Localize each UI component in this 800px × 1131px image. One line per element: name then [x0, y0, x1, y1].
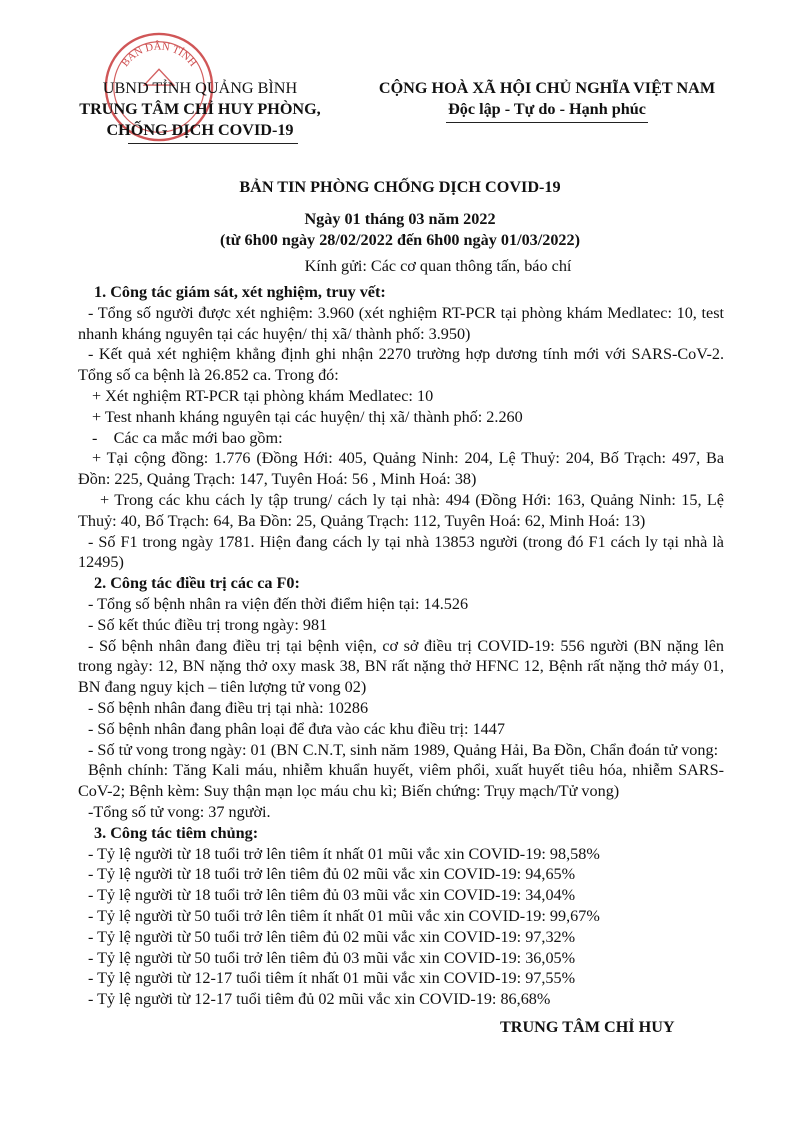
bulletin-date: Ngày 01 tháng 03 năm 2022: [304, 210, 496, 228]
national-motto-block: [362, 78, 732, 120]
section-1-para: - Số F1 trong ngày 1781. Hiện đang cách ly tại nhà 13853 người (trong đó F1 cách ly tại nhà là 12495): [78, 532, 724, 572]
section-1-para: - Tổng số người được xét nghiệm: 3.960 (xét nghiệm RT-PCR tại phòng khám Medlatec: 10, test nhanh kháng nguyên tại các huyện/ thị xã/ thành phố: 3.950): [78, 303, 724, 343]
vaccination-rate-item: - Tỷ lệ người từ 18 tuổi trở lên tiêm ít nhất 01 mũi vắc xin COVID-19: 98,58%: [88, 844, 600, 863]
section-1-para: + Xét nghiệm RT-PCR tại phòng khám Medlatec: 10: [92, 386, 434, 405]
issuer-block: [60, 78, 340, 141]
section-1-para: + Tại cộng đồng: 1.776 (Đồng Hới: 405, Quảng Ninh: 204, Lệ Thuỷ: 204, Bố Trạch: 497, Ba Đồn: 225, Quảng Trạch: 147, Tuyên Hoá: 56 , Minh Hoá: 38): [78, 449, 724, 489]
section-2-para: - Tổng số bệnh nhân ra viện đến thời điểm hiện tại: 14.526: [88, 594, 469, 613]
section-1-para: - Các ca mắc mới bao gồm:: [92, 428, 283, 447]
section-2-para: - Số bệnh nhân đang điều trị tại bệnh viện, cơ sở điều trị COVID-19: 556 người (BN nặng lên trong ngày: 12, BN nặng thở oxy mask 38, BN rất nặng thở HFNC 12, Bệnh rất nặng thở máy 01, BN đang nguy kịch – tiên lượng tử vong 02): [78, 636, 724, 697]
motto-underline: [446, 122, 648, 123]
section-3-heading: 3. Công tác tiêm chủng:: [94, 823, 259, 842]
section-1-para: + Test nhanh kháng nguyên tại các huyện/ thị xã/ thành phố: 2.260: [92, 407, 523, 426]
country-name: CỘNG HOÀ XÃ HỘI CHỦ NGHĨA VIỆT NAM: [378, 79, 716, 97]
section-1-para: - Kết quả xét nghiệm khẳng định ghi nhận 2270 trường hợp dương tính mới với SARS-CoV-2. Tổng số ca bệnh là 26.852 ca. Trong đó:: [78, 345, 724, 385]
vaccination-rate-item: - Tỷ lệ người từ 50 tuổi trở lên tiêm đủ 02 mũi vắc xin COVID-19: 97,32%: [88, 927, 576, 946]
section-2-para: - Số bệnh nhân đang phân loại để đưa vào các khu điều trị: 1447: [88, 719, 505, 738]
vaccination-rate-item: - Tỷ lệ người từ 18 tuổi trở lên tiêm đủ 02 mũi vắc xin COVID-19: 94,65%: [88, 865, 576, 884]
bulletin-body: [78, 282, 724, 1010]
section-2-para: Bệnh chính: Tăng Kali máu, nhiễm khuẩn huyết, viêm phổi, xuất huyết tiêu hóa, nhiễm SARS-CoV-2; Bệnh kèm: Suy thận mạn lọc máu chu kì; Biến chứng: Trụy mạch/Tử vong): [78, 761, 724, 801]
bulletin-title: BẢN TIN PHÒNG CHỐNG DỊCH COVID-19: [239, 178, 561, 196]
section-2-para: - Số bệnh nhân đang điều trị tại nhà: 10286: [88, 698, 369, 717]
issuer-org-line1: TRUNG TÂM CHỈ HUY PHÒNG,: [79, 100, 321, 118]
section-1-heading: 1. Công tác giám sát, xét nghiệm, truy vết:: [94, 283, 386, 301]
bulletin-range: (từ 6h00 ngày 28/02/2022 đến 6h00 ngày 01/03/2022): [219, 231, 581, 249]
section-1-para: + Trong các khu cách ly tập trung/ cách ly tại nhà: 494 (Đồng Hới: 163, Quảng Ninh: 15, Lệ Thuỷ: 40, Bố Trạch: 64, Ba Đồn: 25, Quảng Trạch: 112, Tuyên Hoá: 62, Minh Hoá: 13): [78, 490, 724, 530]
issuer-province: UBND TỈNH QUẢNG BÌNH: [102, 79, 298, 97]
seal-text: BAN DÂN TỈNH: [119, 40, 199, 69]
vaccination-rate-item: - Tỷ lệ người từ 50 tuổi trở lên tiêm ít nhất 01 mũi vắc xin COVID-19: 99,67%: [88, 906, 600, 925]
section-2-heading: 2. Công tác điều trị các ca F0:: [94, 574, 300, 593]
issuer-org-line2: CHỐNG DỊCH COVID-19: [106, 121, 294, 139]
vaccination-rate-item: - Tỷ lệ người từ 18 tuổi trở lên tiêm đủ 03 mũi vắc xin COVID-19: 34,04%: [88, 886, 576, 905]
motto: Độc lập - Tự do - Hạnh phúc: [448, 100, 646, 118]
issuer-underline: [128, 143, 298, 144]
section-2-para: - Số kết thúc điều trị trong ngày: 981: [88, 615, 328, 634]
vaccination-rate-item: - Tỷ lệ người từ 12-17 tuổi tiêm đủ 02 mũi vắc xin COVID-19: 86,68%: [88, 990, 551, 1009]
vaccination-rate-item: - Tỷ lệ người từ 12-17 tuổi tiêm ít nhất 01 mũi vắc xin COVID-19: 97,55%: [88, 969, 576, 988]
svg-text:BAN DÂN TỈNH: [119, 41, 199, 70]
vaccination-rate-item: - Tỷ lệ người từ 50 tuổi trở lên tiêm đủ 03 mũi vắc xin COVID-19: 36,05%: [88, 948, 576, 967]
section-2-para: -Tổng số tử vong: 37 người.: [88, 802, 271, 821]
section-2-para: - Số tử vong trong ngày: 01 (BN C.N.T, sinh năm 1989, Quảng Hải, Ba Đồn, Chẩn đoán tử vong:: [88, 740, 719, 759]
recipient-line: Kính gửi: Các cơ quan thông tấn, báo chí: [304, 257, 572, 275]
signature-block: TRUNG TÂM CHỈ HUY: [500, 1018, 675, 1036]
